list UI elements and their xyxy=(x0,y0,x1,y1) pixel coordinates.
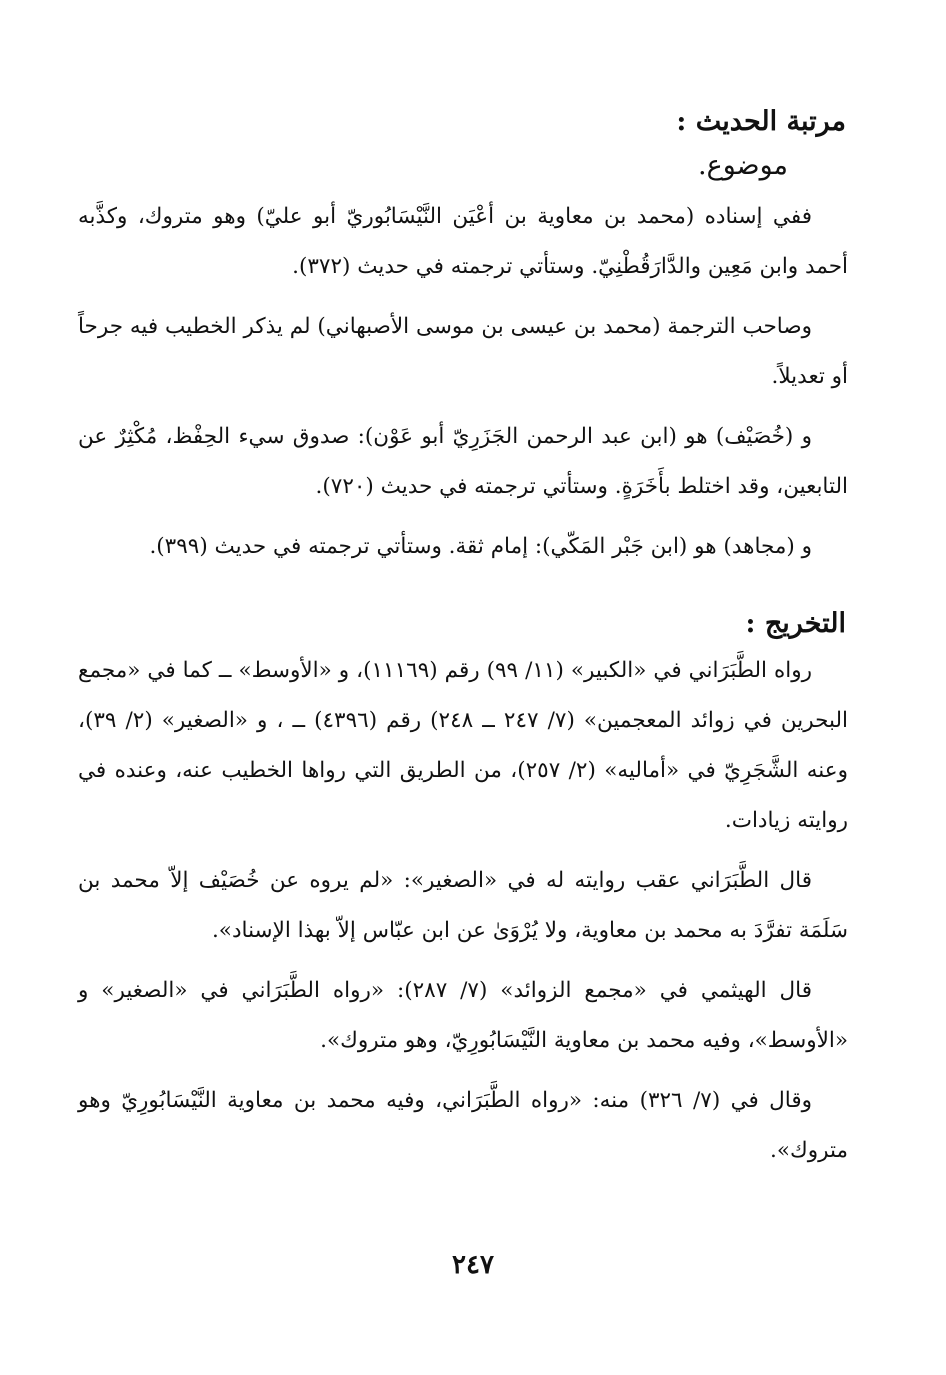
tabarani-narration-paragraph: رواه الطَّبَرَاني في «الكبير» (١١/ ٩٩) رقم (١١١٦٩)، و «الأوسط» ــ كما في «مجمع البحرين في زوائد المعجمين» (٧/ ٢٤٧ ــ ٢٤٨) رقم (٤٣٩٦) ــ ، و «الصغير» (٢/ ٣٩)، وعنه الشَّجَرِيّ في «أماليه» (٢/ ٢٥٧)، من الطريق التي رواها الخطيب عنه، وعنده في روايته زيادات. xyxy=(78,658,849,833)
takhrij-heading: التخريج : xyxy=(745,608,846,639)
khusayf-paragraph: و (خُصَيْف) هو (ابن عبد الرحمن الجَزَرِيّ أبو عَوْن): صدوق سيء الحِفْظ، مُكْثِرٌ عن التابعين، وقد اختلط بأَخَرَةٍ. وستأتي ترجمته في حديث (٧٢٠). xyxy=(78,424,848,499)
biography-subject-paragraph: وصاحب الترجمة (محمد بن عيسى بن موسى الأصبهاني) لم يذكر الخطيب فيه جرحاً أو تعديلاً. xyxy=(78,314,848,389)
ranking-section xyxy=(78,100,848,572)
page-body xyxy=(78,100,848,1300)
isnad-paragraph: ففي إسناده (محمد بن معاوية بن أعْيَن النَّيْسَابُوريّ أبو عليّ) وهو متروك، وكذَّبه أحمد وابن مَعِين والدَّارَقُطْنِيّ. وستأتي ترجمته في حديث (٣٧٢). xyxy=(78,204,848,279)
takhrij-section xyxy=(78,602,848,1176)
page-number: ٢٤٧ xyxy=(452,1250,494,1280)
tabarani-comment-paragraph: قال الطَّبَرَاني عقب روايته له في «الصغير»: «لم يروه عن خُصَيْف إلاّ محمد بن سَلَمَة تفرَّدَ به محمد بن معاوية، ولا يُرْوَىٰ عن ابن عبّاس إلاّ بهذا الإسناد». xyxy=(78,868,848,943)
ranking-heading: مرتبة الحديث : xyxy=(676,106,846,137)
haythami-paragraph: قال الهيثمي في «مجمع الزوائد» (٧/ ٢٨٧): «رواه الطَّبَرَاني في «الصغير» و «الأوسط»، وفيه محمد بن معاوية النَّيْسَابُورِيّ، وهو متروك». xyxy=(78,978,848,1053)
mujahid-paragraph: و (مجاهد) هو (ابن جَبْر المَكّي): إمام ثقة. وستأتي ترجمته في حديث (٣٩٩). xyxy=(149,534,812,559)
haythami-second-paragraph: وقال في (٧/ ٣٢٦) منه: «رواه الطَّبَرَاني، وفيه محمد بن معاوية النَّيْسَابُورِيّ وهو متروك». xyxy=(78,1088,848,1163)
hadith-verdict: موضوع. xyxy=(698,150,788,181)
